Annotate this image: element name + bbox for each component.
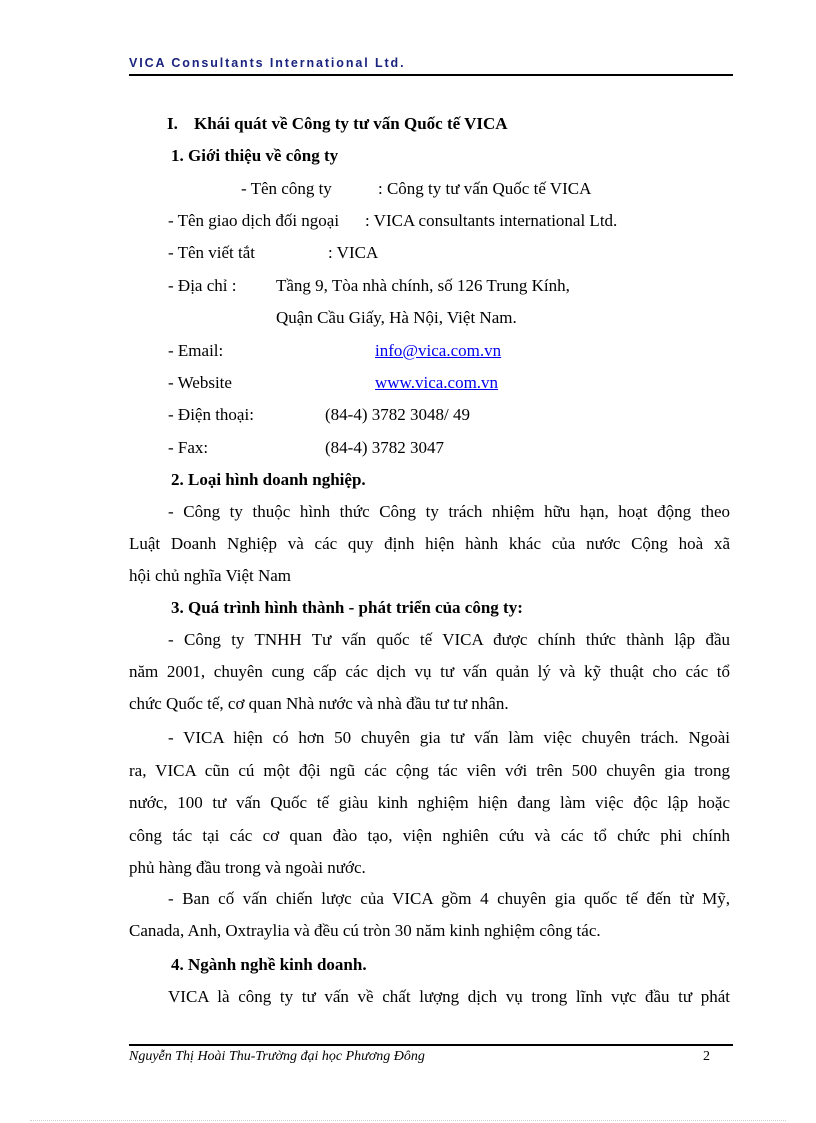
subsection-1-title: 1. Giới thiệu về công ty (171, 146, 339, 165)
abbr-value: : VICA (328, 243, 379, 262)
s3-p2-line-1: - VICA hiện có hơn 50 chuyên gia tư vấn làm việc chuyên trách. Ngoài (168, 728, 730, 747)
email-label: - Email: (168, 341, 224, 360)
address-line-1: Tầng 9, Tòa nhà chính, số 126 Trung Kính, (276, 276, 570, 295)
footer-rule (129, 1044, 733, 1046)
website-link[interactable]: www.vica.com.vn (375, 373, 499, 392)
s3-p1-line-1: - Công ty TNHH Tư vấn quốc tế VICA được chính thức thành lập đầu (168, 630, 730, 649)
footer-author: Nguyễn Thị Hoài Thu-Trường đại học Phương Đông (129, 1049, 425, 1064)
phone-label: - Điện thoại: (168, 405, 254, 424)
page-number: 2 (703, 1049, 710, 1064)
abbr-label: - Tên viết tắt (168, 243, 256, 262)
s3-p1-line-3: chức Quốc tế, cơ quan Nhà nước và nhà đầu tư tư nhân. (129, 694, 509, 713)
subsection-4-title: 4. Ngành nghề kinh doanh. (171, 955, 367, 974)
subsection-3-title: 3. Quá trình hình thành - phát triển của công ty: (171, 598, 523, 617)
s3-p1-line-2: năm 2001, chuyên cung cấp các dịch vụ tư vấn quản lý và kỹ thuật cho các tổ (129, 662, 730, 681)
trade-name-value: : VICA consultants international Ltd. (365, 211, 618, 230)
s2-paragraph-line-1: - Công ty thuộc hình thức Công ty trách nhiệm hữu hạn, hoạt động theo (168, 502, 730, 521)
s3-p2-line-2: ra, VICA cũn cú một đội ngũ các cộng tác viên với trên 500 chuyên gia trong (129, 761, 730, 780)
header-rule (129, 74, 733, 76)
email-link[interactable]: info@vica.com.vn (375, 341, 502, 360)
phone-value: (84-4) 3782 3048/ 49 (325, 405, 470, 424)
s3-p3-line-2: Canada, Anh, Oxtraylia và đều cú tròn 30 năm kinh nghiệm công tác. (129, 921, 601, 940)
s4-p1-line-1: VICA là công ty tư vấn về chất lượng dịch vụ trong lĩnh vực đầu tư phát (168, 987, 730, 1006)
s2-paragraph-line-2: Luật Doanh Nghiệp và các quy định hiện hành khác của nước Cộng hoà xã (129, 534, 730, 553)
section-heading: Khái quát về Công ty tư vấn Quốc tế VICA (194, 114, 508, 133)
running-header: VICA Consultants International Ltd. (129, 56, 406, 70)
company-name-label: - Tên công ty (241, 179, 332, 198)
fax-label: - Fax: (168, 438, 209, 457)
address-line-2: Quận Cầu Giấy, Hà Nội, Việt Nam. (276, 308, 517, 327)
website-label: - Website (168, 373, 232, 392)
page-edge-dotted-line (30, 1120, 786, 1121)
address-label: - Địa chỉ : (168, 276, 237, 295)
section-number: I. (167, 114, 178, 133)
s3-p3-line-1: - Ban cố vấn chiến lược của VICA gồm 4 chuyên gia quốc tế đến từ Mỹ, (168, 889, 730, 908)
s3-p2-line-5: phủ hàng đầu trong và ngoài nước. (129, 858, 366, 877)
s3-p2-line-4: công tác tại các cơ quan đào tạo, viện nghiên cứu và các tổ chức phi chính (129, 826, 730, 845)
s3-p2-line-3: nước, 100 tư vấn Quốc tế giàu kinh nghiệm hiện đang làm việc độc lập hoặc (129, 793, 730, 812)
subsection-2-title: 2. Loại hình doanh nghiệp. (171, 470, 366, 489)
company-name-value: : Công ty tư vấn Quốc tế VICA (378, 179, 592, 198)
s2-paragraph-line-3: hội chủ nghĩa Việt Nam (129, 566, 292, 585)
fax-value: (84-4) 3782 3047 (325, 438, 444, 457)
trade-name-label: - Tên giao dịch đối ngoại (168, 211, 340, 230)
